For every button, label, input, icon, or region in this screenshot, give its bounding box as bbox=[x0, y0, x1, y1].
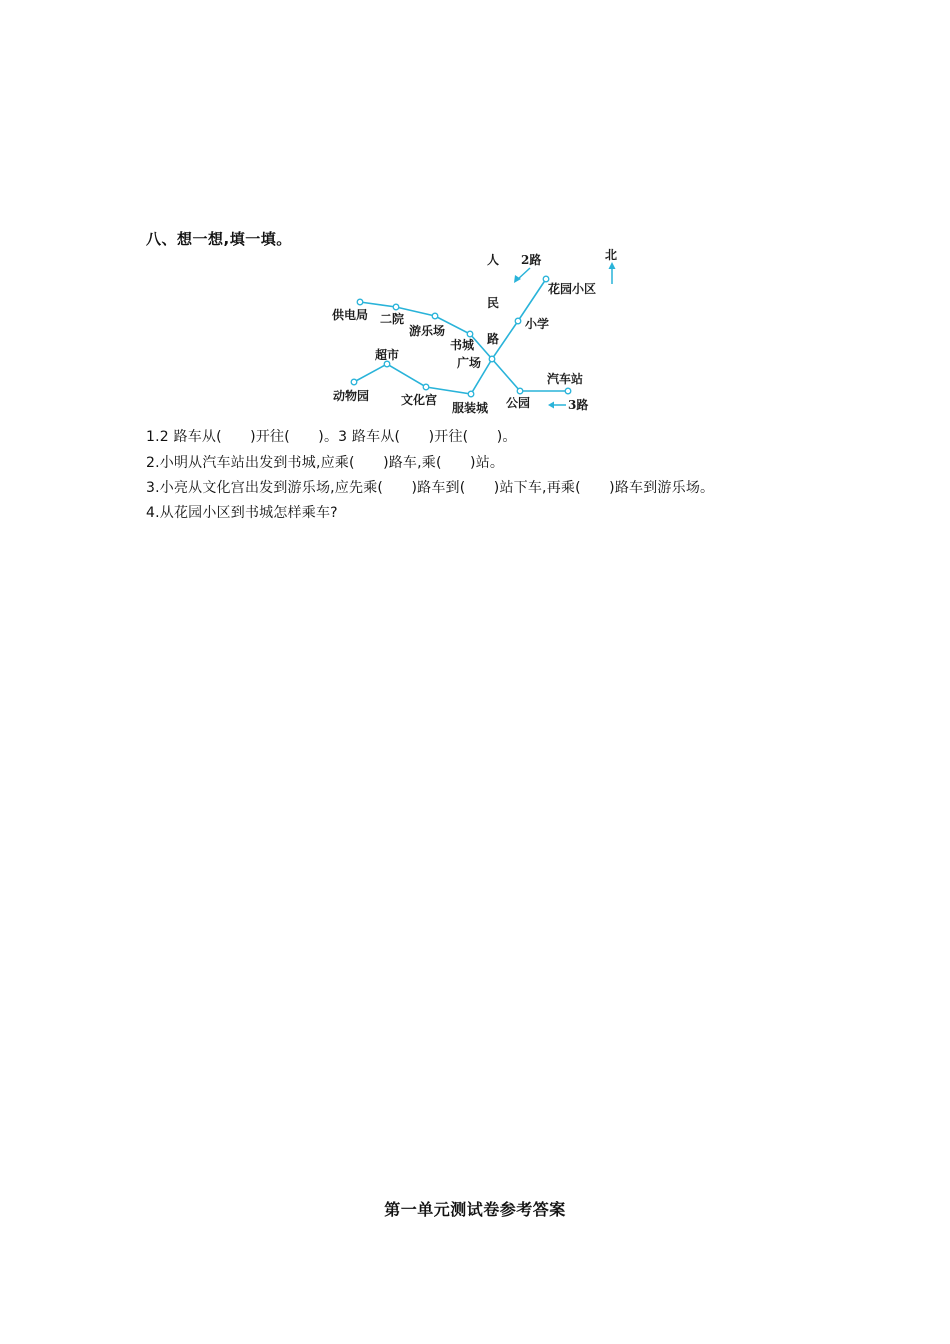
road-label-min: 民 bbox=[487, 296, 500, 310]
question-3: 3.小亮从文化宫出发到游乐场,应先乘( )路车到( )站下车,再乘( )路车到游乐场。 bbox=[146, 480, 715, 496]
stop-youlechang bbox=[432, 313, 438, 319]
question-2: 2.小明从汽车站出发到书城,应乘( )路车,乘( )站。 bbox=[146, 455, 505, 471]
label-chaoshi: 超市 bbox=[375, 348, 400, 362]
label-youlechang: 游乐场 bbox=[409, 324, 446, 338]
stop-qichezhan bbox=[565, 388, 571, 394]
question-1: 1.2 路车从( )开往( )。3 路车从( )开往( )。 bbox=[146, 429, 517, 445]
stop-wenhuagong bbox=[423, 384, 429, 390]
question-4: 4.从花园小区到书城怎样乘车? bbox=[146, 505, 338, 521]
route3-arrowhead-icon bbox=[548, 402, 554, 409]
label-dongwuyuan: 动物园 bbox=[333, 389, 370, 403]
label-wenhuagong: 文化宫 bbox=[401, 393, 438, 407]
stop-fuzhuangcheng bbox=[468, 391, 474, 397]
section-heading: 八、想一想,填一填。 bbox=[146, 230, 292, 248]
bus-route-map bbox=[320, 242, 640, 420]
label-qichezhan: 汽车站 bbox=[547, 372, 584, 386]
route2-arrowhead-icon bbox=[514, 275, 521, 283]
road-label-ren: 人 bbox=[487, 253, 500, 267]
north-arrowhead-icon bbox=[609, 262, 616, 269]
stop-gongyuan bbox=[517, 388, 523, 394]
label-gongdianju: 供电局 bbox=[332, 308, 369, 322]
stop-guangchang bbox=[489, 356, 495, 362]
label-gongyuan: 公园 bbox=[506, 396, 531, 410]
stop-dongwuyuan bbox=[351, 379, 357, 385]
label-xiaoxue: 小学 bbox=[525, 317, 550, 331]
answer-key-title: 第一单元测试卷参考答案 bbox=[384, 1200, 566, 1219]
route-line-2 bbox=[354, 279, 546, 394]
stop-huayuanxiaoqu bbox=[543, 276, 549, 282]
stop-eryuan bbox=[393, 304, 399, 310]
stop-gongdianju bbox=[357, 299, 363, 305]
label-huayuanxiaoqu: 花园小区 bbox=[548, 282, 597, 296]
route2-label: 2路 bbox=[521, 253, 542, 267]
route3-label: 3路 bbox=[568, 398, 589, 412]
stop-shucheng bbox=[467, 331, 473, 337]
label-eryuan: 二院 bbox=[380, 312, 405, 326]
north-label: 北 bbox=[605, 248, 618, 262]
label-fuzhuangcheng: 服装城 bbox=[452, 401, 489, 415]
label-guangchang: 广场 bbox=[457, 356, 482, 370]
stop-chaoshi bbox=[384, 361, 390, 367]
stop-xiaoxue bbox=[515, 318, 521, 324]
road-label-lu: 路 bbox=[487, 332, 500, 346]
label-shucheng: 书城 bbox=[450, 338, 475, 352]
